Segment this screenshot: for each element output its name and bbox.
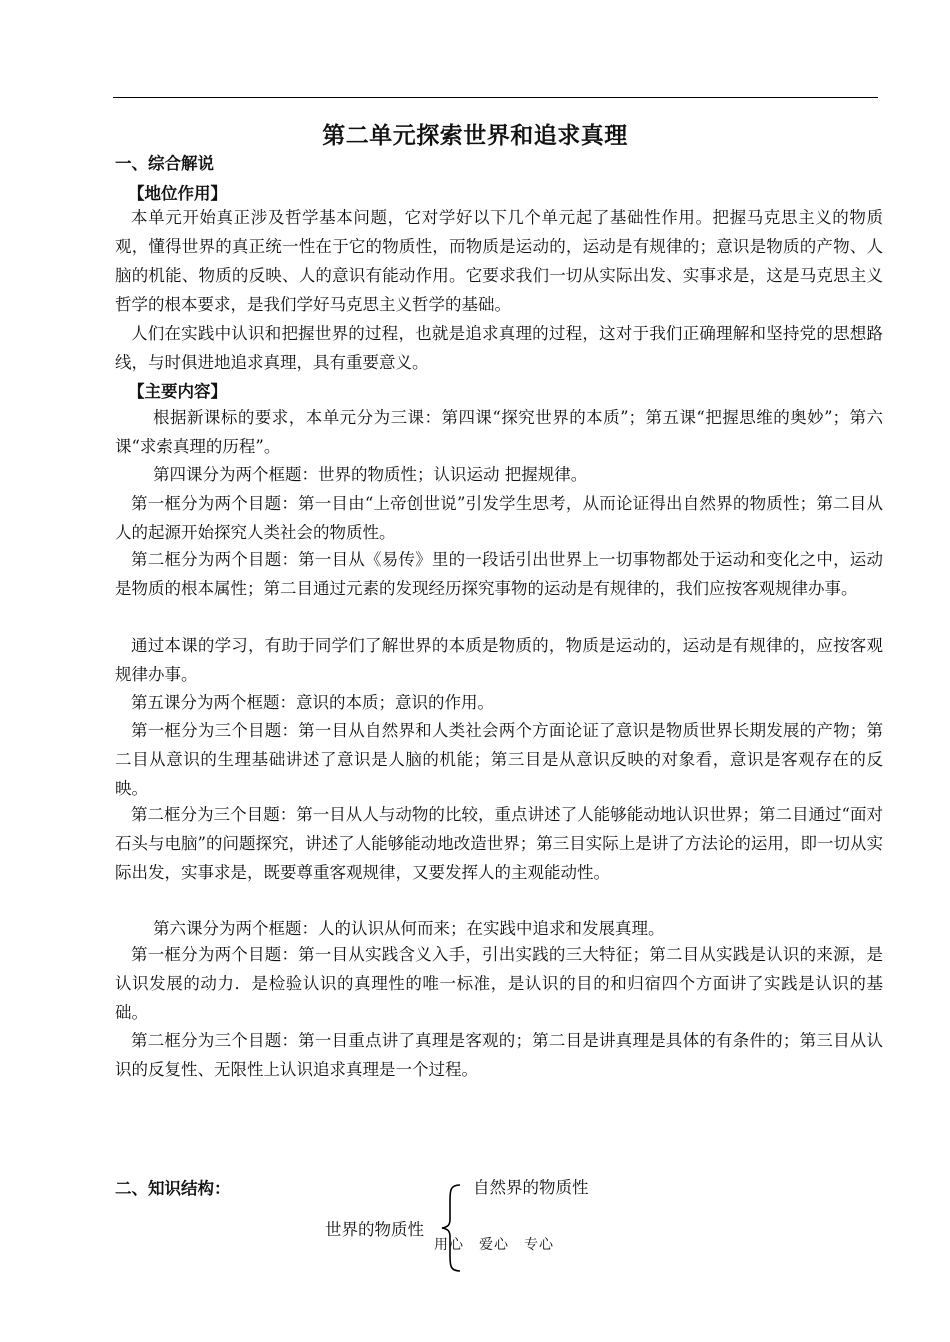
tree-root: 世界的物质性 [325, 1220, 424, 1239]
paragraph: 根据新课标的要求，本单元分为三课：第四课“探究世界的本质”；第五课“把握思维的奥妙”；第六课“求索真理的历程”。 [115, 408, 883, 456]
paragraph: 第六课分为两个框题：人的认识从何而来；在实践中追求和发展真理。 [153, 919, 665, 938]
paragraph: 第一框分为三个目题：第一目从自然界和人类社会两个方面论证了意识是物质世界长期发展的产物；第二目从意识的生理基础讲述了意识是人脑的机能；第三目是从意识反映的对象看，意识是客观存在的反映。 [115, 721, 883, 798]
section-heading-overview: 一、综合解说 [115, 154, 214, 173]
paragraph: 人们在实践中认识和把握世界的过程，也就是追求真理的过程，这对于我们正确理解和坚持党的思想路线，与时俱进地追求真理，具有重要意义。 [115, 324, 883, 372]
paragraph: 第四课分为两个框题：世界的物质性；认识运动 把握规律。 [153, 465, 588, 484]
paragraph: 第五课分为两个框题：意识的本质；意识的作用。 [131, 693, 494, 712]
paragraph: 通过本课的学习，有助于同学们了解世界的本质是物质的，物质是运动的，运动是有规律的，应按客观规律办事。 [115, 636, 883, 684]
paragraph: 第一框分为两个目题：第一目由“上帝创世说”引发学生思考，从而论证得出自然界的物质性；第二目从人的起源开始探究人类社会的物质性。 [115, 494, 883, 542]
paragraph: 本单元开始真正涉及哲学基本问题，它对学好以下几个单元起了基础性作用。把握马克思主义的物质观，懂得世界的真正统一性在于它的物质性，而物质是运动的，运动是有规律的；意识是物质的产物、人脑的机能、物质的反映、人的意识有能动作用。它要求我们一切从实际出发、实事求是，这是马克思主义哲学的根本要求，是我们学好马克思主义哲学的基础。 [115, 208, 883, 314]
tree-branch-natural: 自然界的物质性 [473, 1178, 589, 1197]
paragraph: 第二框分为两个目题：第一目从《易传》里的一段话引出世界上一切事物都处于运动和变化之中，运动是物质的根本属性；第二目通过元素的发现经历探究事物的运动是有规律的，我们应按客观规律办事。 [115, 550, 883, 598]
section-heading-structure: 二、知识结构： [115, 1179, 231, 1198]
header-rule [113, 97, 878, 98]
page-title: 第二单元探索世界和追求真理 [322, 122, 628, 149]
brace-icon [438, 1183, 466, 1273]
paragraph: 第一框分为两个目题：第一目从实践含义入手，引出实践的三大特征；第二目从实践是认识的来源，是认识发展的动力．是检验认识的真理性的唯一标准，是认识的目的和归宿四个方面讲了实践是认识的基础。 [115, 945, 883, 1022]
subheading-role: 【地位作用】 [128, 184, 227, 203]
footer-motto: 用心 爱心 专心 [434, 1237, 554, 1253]
paragraph: 第二框分为三个目题：第一目重点讲了真理是客观的；第二目是讲真理是具体的有条件的；第三目从认识的反复性、无限性上认识追求真理是一个过程。 [115, 1031, 883, 1079]
subheading-main-content: 【主要内容】 [128, 382, 227, 401]
paragraph: 第二框分为三个目题：第一目从人与动物的比较，重点讲述了人能够能动地认识世界；第二目通过“面对石头与电脑”的问题探究，讲述了人能够能动地改造世界；第三目实际上是讲了方法论的运用，即一切从实际出发，实事求是，既要尊重客观规律，又要发挥人的主观能动性。 [115, 805, 883, 882]
